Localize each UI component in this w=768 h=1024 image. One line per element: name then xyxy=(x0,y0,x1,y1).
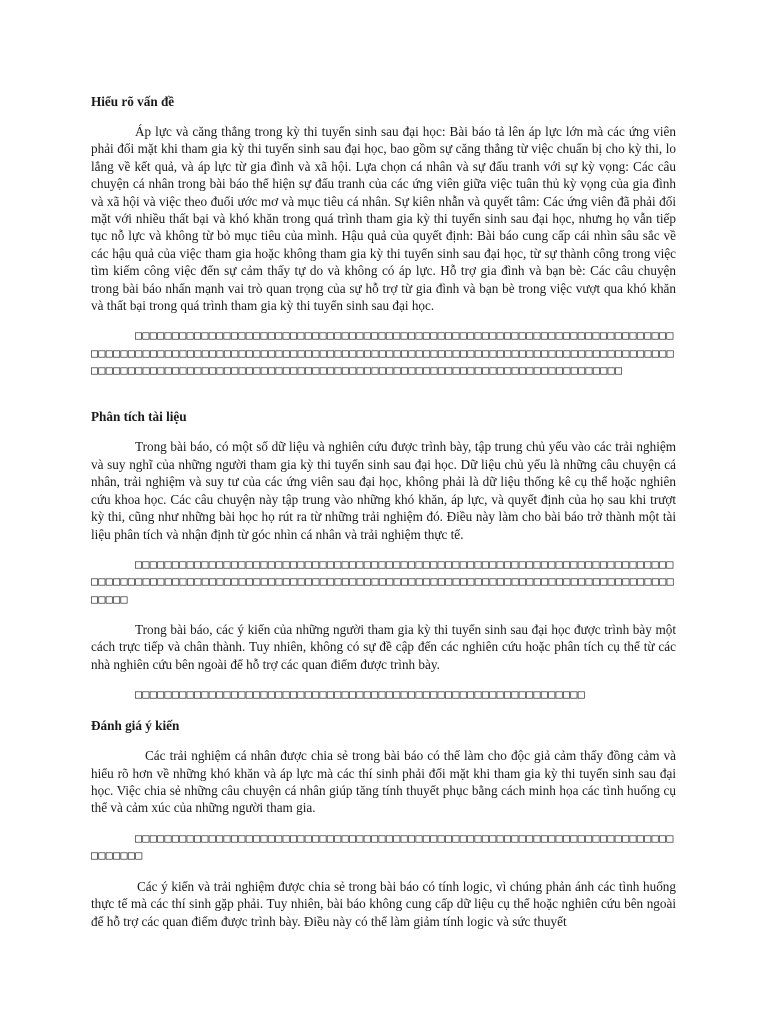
paragraph-evaluation-logic: Các ý kiến và trải nghiệm được chia sẻ trong bài báo có tính logic, vì chúng phản ánh các tình huống thực tế mà các thí sinh gặp phải. Tuy nhiên, bài báo không cung cấp dữ liệu cụ thể hoặc nghiên cứu bên ngoài để hỗ trợ các quan điểm được trình bày. Điều này có thể làm giảm tính logic và sức thuyết xyxy=(91,878,676,929)
missing-glyph-block-4: □□□□□□□□□□□□□□□□□□□□□□□□□□□□□□□□□□□□□□□□□□□□□□□□□□□□□□□□□□□□□□□□□□□□□□□□□□□□□□□□ xyxy=(91,830,674,863)
missing-glyph-block-1: □□□□□□□□□□□□□□□□□□□□□□□□□□□□□□□□□□□□□□□□□□□□□□□□□□□□□□□□□□□□□□□□□□□□□□□□□□□□□□□□□□□□□□□□□□□□□□□□□□□□□□□□□□□□□□□□□□□□□□□□□□□□□□□□□□□□□□□□□□□□□□□□□□□□□□□□□□□□□□□□□□□□□□□□□□□□□□□□□□□□□□□□□□□□□□□□□□□□□□□□□□□□□□□□□□□□□□□□□□□□□□□□ xyxy=(91,328,675,378)
paragraph-evaluation: Các trải nghiệm cá nhân được chia sẻ trong bài báo có thể làm cho độc giả cảm thấy đồng cảm và hiểu rõ hơn về những khó khăn và áp lực mà các thí sinh phải đối mặt khi tham gia kỳ thi tuyển sinh sau đại học. Việc chia sẻ những câu chuyện cá nhân giúp tăng tính thuyết phục bằng cách minh họa các tình huống cụ thể và cảm xúc của những người tham gia. xyxy=(91,748,676,816)
missing-glyph-block-3: □□□□□□□□□□□□□□□□□□□□□□□□□□□□□□□□□□□□□□□□□□□□□□□□□□□□□□□□□□□□□ xyxy=(135,687,586,702)
paragraph-analysis: Trong bài báo, có một số dữ liệu và nghiên cứu được trình bày, tập trung chủ yếu vào các trải nghiệm và suy nghĩ của những người tham gia kỳ thi tuyển sinh sau đại học. Dữ liệu chủ yếu là những câu chuyện cá nhân, trải nghiệm và suy tư của các ứng viên sau đại học, không phải là dữ liệu thống kê cụ thể hoặc nghiên cứu khoa học. Các câu chuyện này tập trung vào những khó khăn, áp lực, và quyết định của họ sau khi trượt kỳ thi, cũng như những bài học họ rút ra từ những trải nghiệm đó. Điều này làm cho bài báo trở thành một tài liệu phân tích và nhận định từ góc nhìn cá nhân và trải nghiệm thực tế. xyxy=(91,439,676,542)
section-heading-analysis: Phân tích tài liệu xyxy=(91,409,187,425)
paragraph-understanding: Áp lực và căng thẳng trong kỳ thi tuyển sinh sau đại học: Bài báo tả lên áp lực lớn mà các ứng viên phải đối mặt khi tham gia kỳ thi tuyển sinh sau đại học, bao gồm sự căng thẳng từ việc chuẩn bị cho kỳ thi, lo lắng về kết quả, và áp lực từ gia đình và xã hội. Lựa chọn cá nhân và sự đấu tranh với sự kỳ vọng: Các câu chuyện cá nhân trong bài báo thể hiện sự đấu tranh của các ứng viên giữa việc tuân thủ kỳ vọng của gia đình và xã hội và việc theo đuổi ước mơ và mục tiêu cá nhân. Sự kiên nhẫn và quyết tâm: Các ứng viên đã phải đối mặt với nhiều thất bại và khó khăn trong quá trình tham gia kỳ thi tuyển sinh sau đại học, nhưng họ vẫn tiếp tục nỗ lực và không từ bỏ mục tiêu của mình. Hậu quả của quyết định: Bài báo cung cấp cái nhìn sâu sắc về các hậu quả của việc tham gia hoặc không tham gia kỳ thi tuyển sinh sau đại học, từ sự thành công trong việc tìm kiếm công việc đến sự cảm thấy tự do và không có áp lực. Hỗ trợ gia đình và bạn bè: Các câu chuyện trong bài báo nhấn mạnh vai trò quan trọng của sự hỗ trợ từ gia đình và bạn bè trong việc vượt qua khó khăn và thất bại trong quá trình tham gia kỳ thi tuyển sinh sau đại học. xyxy=(91,124,676,314)
missing-glyph-block-2: □□□□□□□□□□□□□□□□□□□□□□□□□□□□□□□□□□□□□□□□□□□□□□□□□□□□□□□□□□□□□□□□□□□□□□□□□□□□□□□□□□□□□□□□□□□□□□□□□□□□□□□□□□□□□□□□□□□□□□□□□□□□□□□□□□□□□□□□□□□□□□□□□□□□□□□□□□□□□ xyxy=(91,556,675,606)
paragraph-analysis-opinions: Trong bài báo, các ý kiến của những người tham gia kỳ thi tuyển sinh sau đại học được trình bày một cách trực tiếp và chân thành. Tuy nhiên, không có sự đề cập đến các nghiên cứu hoặc phân tích cụ thể từ các nhà nghiên cứu bên ngoài để hỗ trợ các quan điểm được trình bày. xyxy=(91,621,676,672)
section-heading-understanding: Hiểu rõ vấn đề xyxy=(91,94,175,109)
section-heading-evaluation: Đánh giá ý kiến xyxy=(91,718,180,734)
